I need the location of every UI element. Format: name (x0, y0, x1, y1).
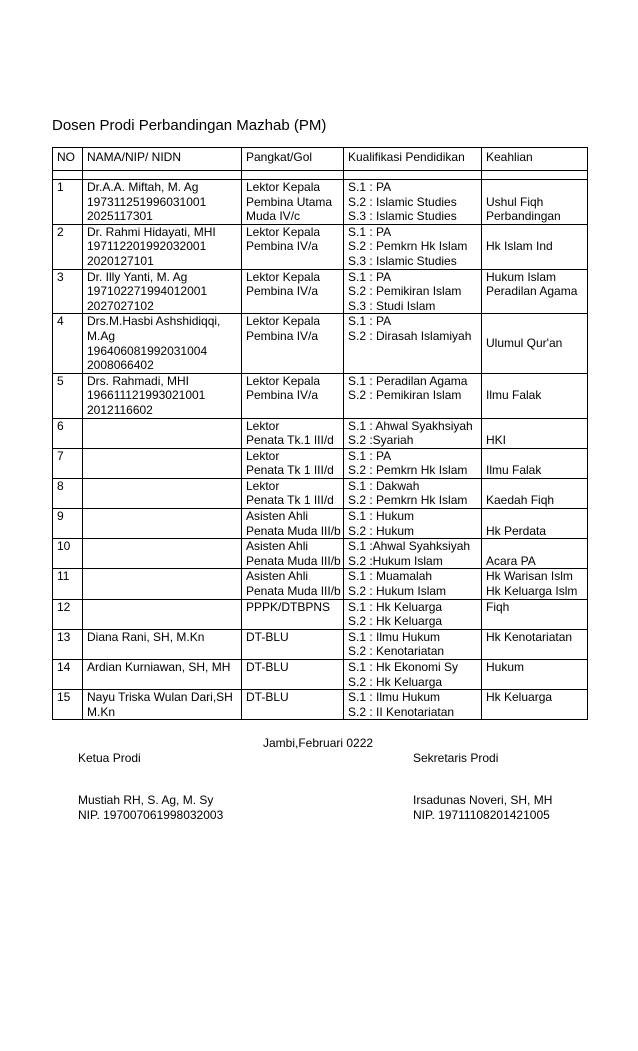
cell-kualifikasi-line: S.2 : Islamic Studies (348, 194, 457, 209)
table-row (53, 509, 588, 539)
cell-pangkat (242, 660, 344, 690)
cell-keahlian (482, 569, 588, 599)
cell-keahlian (482, 599, 588, 629)
cell-keahlian-line: Kaedah Fiqh (486, 493, 555, 508)
cell-kualifikasi-line: S.2 : Hukum Islam (348, 584, 447, 599)
cell-kualifikasi-line: S.1 : Ilmu Hukum (348, 629, 441, 644)
table-row (53, 224, 588, 269)
cell-pangkat-line: Pembina IV/a (246, 284, 319, 299)
cell-nama-line: Drs. Rahmadi, MHI (87, 373, 190, 388)
cell-pangkat-line: PPPK/DTBPNS (246, 599, 331, 614)
cell-kualifikasi-line: S.1 : PA (348, 448, 392, 463)
cell-pangkat-line: Penata Tk.1 III/d (246, 433, 334, 448)
cell-kualifikasi-line: S.1 : Dakwah (348, 478, 420, 493)
cell-kualifikasi-line: S.2 : Pemkrn Hk Islam (348, 493, 468, 508)
cell-nama (83, 569, 242, 599)
table-row (53, 539, 588, 569)
cell-kualifikasi-line: S.2 : Pemikiran Islam (348, 284, 462, 299)
cell-nama-line: 196406081992031004 (87, 343, 208, 358)
cell-kualifikasi-line: S.2 : Pemkrn Hk Islam (348, 463, 468, 478)
cell-keahlian-line: Hk Keluarga (486, 690, 553, 705)
cell-nama (83, 478, 242, 508)
cell-pangkat-line: Pembina IV/a (246, 239, 319, 254)
cell-pangkat (242, 314, 344, 373)
cell-no: 2 (53, 224, 83, 269)
document-title: Dosen Prodi Perbandingan Mazhab (PM) (52, 117, 327, 134)
cell-nama-line: M.Ag (87, 328, 116, 343)
cell-kualifikasi-line: S.2 : Hk Keluarga (348, 614, 443, 629)
cell-pangkat-line: Penata Muda III/b (246, 523, 341, 538)
cell-no: 13 (53, 629, 83, 659)
cell-nama (83, 599, 242, 629)
cell-nama-line: Ardian Kurniawan, SH, MH (87, 660, 231, 674)
cell-kualifikasi (344, 269, 482, 314)
cell-nama-line: 2027027102 (87, 298, 154, 313)
cell-kualifikasi-line: S.1 : Hukum (348, 509, 415, 524)
cell-kualifikasi-line: S.1 : Peradilan Agama (348, 373, 468, 388)
table-row (53, 660, 588, 690)
cell-pangkat-line: Penata Tk 1 III/d (246, 493, 334, 508)
table-row (53, 599, 588, 629)
cell-kualifikasi (344, 599, 482, 629)
cell-keahlian (482, 690, 588, 720)
cell-keahlian-line: Ulumul Qur'an (486, 336, 563, 351)
cell-kualifikasi (344, 629, 482, 659)
cell-kualifikasi (344, 478, 482, 508)
cell-nama-line: 2012116602 (87, 402, 153, 417)
table-header-row (53, 148, 588, 171)
cell-pangkat-line: Lektor (246, 478, 280, 493)
cell-keahlian-line: Hukum (486, 660, 525, 674)
table-row (53, 569, 588, 599)
cell-no: 14 (53, 660, 83, 690)
cell-kualifikasi-line: S.1 : PA (348, 269, 392, 284)
cell-keahlian-line: Hk Perdata (486, 523, 547, 538)
cell-kualifikasi-line: S.2 : II Kenotariatan (348, 704, 455, 719)
cell-kualifikasi-line: S.3 : Islamic Studies (348, 209, 457, 224)
table-row (53, 269, 588, 314)
cell-keahlian (482, 269, 588, 314)
cell-pangkat (242, 269, 344, 314)
cell-nama (83, 224, 242, 269)
cell-nama-line: Diana Rani, SH, M.Kn (87, 629, 205, 644)
cell-pangkat-line: Pembina Utama (246, 194, 333, 209)
cell-keahlian-line: Fiqh (486, 599, 510, 614)
table-row (53, 448, 588, 478)
cell-pangkat (242, 690, 344, 720)
cell-kualifikasi-line: S.2 : Hukum (348, 523, 415, 538)
cell-keahlian (482, 224, 588, 269)
cell-keahlian-line: Acara PA (486, 553, 536, 568)
cell-nama (83, 509, 242, 539)
cell-pangkat (242, 539, 344, 569)
cell-pangkat-line: Pembina IV/a (246, 328, 319, 343)
cell-nama-line: 196611121993021001 (87, 388, 206, 403)
table-row (53, 180, 588, 225)
cell-kualifikasi-line: S.2 : Pemikiran Islam (348, 388, 462, 403)
cell-nama (83, 629, 242, 659)
cell-pangkat-line: Asisten Ahli (246, 509, 309, 524)
cell-kualifikasi-line: S.2 :Hukum Islam (348, 553, 443, 568)
right-role: Sekretaris Prodi (413, 751, 499, 765)
cell-keahlian-line: Ushul Fiqh (486, 194, 544, 209)
cell-pangkat-line: Lektor Kepala (246, 180, 321, 194)
cell-nama (83, 418, 242, 448)
cell-keahlian (482, 660, 588, 690)
table-row (53, 629, 588, 659)
left-role: Ketua Prodi (78, 751, 141, 765)
cell-kualifikasi (344, 448, 482, 478)
cell-nama-line: 2008066402 (87, 358, 154, 373)
cell-keahlian-line: Hukum Islam (486, 269, 557, 284)
left-signatory-nip: NIP. 197007061998032003 (78, 808, 224, 822)
cell-pangkat-line: Asisten Ahli (246, 569, 309, 584)
header-pangkat: Pangkat/Gol (242, 148, 344, 171)
cell-keahlian (482, 539, 588, 569)
cell-pangkat-line: Pembina IV/a (246, 388, 319, 403)
cell-nama-line: 197311251996031001 (87, 194, 207, 209)
cell-kualifikasi-line: S.1 : Hk Keluarga (348, 599, 443, 614)
header-no: NO (53, 148, 83, 171)
cell-pangkat-line: Lektor (246, 448, 280, 463)
cell-pangkat-line: Lektor Kepala (246, 314, 321, 329)
table-row (53, 418, 588, 448)
cell-no: 15 (53, 690, 83, 720)
cell-pangkat-line: Lektor Kepala (246, 224, 321, 239)
cell-nama-line: 2020127101 (87, 253, 154, 268)
cell-pangkat (242, 509, 344, 539)
cell-kualifikasi-line: S.2 : Hk Keluarga (348, 674, 443, 689)
table-row (53, 478, 588, 508)
cell-keahlian (482, 448, 588, 478)
header-kualifikasi: Kualifikasi Pendidikan (344, 148, 482, 171)
cell-no: 1 (53, 180, 83, 225)
cell-nama (83, 539, 242, 569)
cell-nama-line: M.Kn (87, 704, 116, 719)
cell-kualifikasi (344, 314, 482, 373)
cell-no: 4 (53, 314, 83, 373)
cell-pangkat-line: Penata Muda III/b (246, 553, 341, 568)
cell-nama (83, 690, 242, 720)
cell-kualifikasi (344, 373, 482, 418)
cell-pangkat (242, 224, 344, 269)
cell-kualifikasi (344, 690, 482, 720)
left-signatory-name: Mustiah RH, S. Ag, M. Sy (78, 793, 214, 807)
cell-no: 8 (53, 478, 83, 508)
cell-keahlian (482, 478, 588, 508)
cell-nama-line: Drs.M.Hasbi Ashshidiqqi, (87, 314, 221, 329)
cell-pangkat-line: Muda IV/c (246, 209, 301, 224)
cell-nama (83, 314, 242, 373)
cell-kualifikasi-line: S.1 : Hk Ekonomi Sy (348, 660, 459, 674)
cell-pangkat-line: Penata Tk 1 III/d (246, 463, 334, 478)
cell-kualifikasi (344, 539, 482, 569)
cell-pangkat-line: Asisten Ahli (246, 539, 309, 554)
cell-kualifikasi-line: S.3 : Studi Islam (348, 298, 436, 313)
cell-no: 10 (53, 539, 83, 569)
cell-kualifikasi-line: S.2 : Pemkrn Hk Islam (348, 239, 468, 254)
cell-nama (83, 448, 242, 478)
cell-keahlian (482, 629, 588, 659)
cell-kualifikasi-line: S.2 :Syariah (348, 433, 414, 448)
cell-keahlian (482, 180, 588, 225)
cell-kualifikasi-line: S.1 : Ilmu Hukum (348, 690, 441, 705)
cell-nama-line: Nayu Triska Wulan Dari,SH (87, 690, 233, 705)
cell-keahlian-line: Hk Islam Ind (486, 239, 553, 254)
cell-pangkat-line: DT-BLU (246, 690, 289, 705)
cell-pangkat-line: DT-BLU (246, 660, 289, 674)
cell-keahlian-line: Hk Keluarga Islm (486, 584, 578, 599)
cell-pangkat-line: Lektor (246, 418, 280, 433)
cell-nama-line: 197112201992032001 (87, 239, 207, 254)
cell-nama (83, 180, 242, 225)
cell-keahlian (482, 314, 588, 373)
cell-nama (83, 373, 242, 418)
cell-nama-line: Dr. Illy Yanti, M. Ag (87, 269, 188, 284)
cell-keahlian-line: Ilmu Falak (486, 463, 542, 478)
cell-no: 7 (53, 448, 83, 478)
cell-nama-line: 197102271994012001 (87, 284, 208, 299)
cell-pangkat (242, 180, 344, 225)
cell-keahlian-line: Hk Kenotariatan (486, 629, 573, 644)
cell-pangkat-line: DT-BLU (246, 629, 289, 644)
cell-no: 3 (53, 269, 83, 314)
lecturer-table (52, 147, 588, 720)
place-date: Jambi,Februari 0222 (263, 736, 374, 750)
cell-kualifikasi-line: S.3 : Islamic Studies (348, 253, 457, 268)
cell-no: 12 (53, 599, 83, 629)
cell-pangkat (242, 569, 344, 599)
right-signatory-nip: NIP. 19711108201421005 (413, 808, 550, 822)
cell-pangkat (242, 373, 344, 418)
cell-no: 5 (53, 373, 83, 418)
cell-nama (83, 269, 242, 314)
cell-kualifikasi-line: S.2 : Kenotariatan (348, 644, 445, 659)
cell-pangkat-line: Penata Muda III/b (246, 584, 341, 599)
table-row (53, 314, 588, 373)
cell-keahlian-line: Peradilan Agama (486, 284, 578, 299)
cell-pangkat (242, 448, 344, 478)
cell-pangkat (242, 629, 344, 659)
header-keahlian: Keahlian (482, 148, 588, 171)
cell-pangkat (242, 599, 344, 629)
cell-nama-line: Dr. Rahmi Hidayati, MHI (87, 224, 216, 239)
cell-kualifikasi (344, 224, 482, 269)
cell-kualifikasi (344, 180, 482, 225)
cell-kualifikasi (344, 660, 482, 690)
cell-kualifikasi (344, 509, 482, 539)
cell-kualifikasi-line: S.1 : Muamalah (348, 569, 433, 584)
cell-pangkat (242, 478, 344, 508)
cell-keahlian-line: HKI (486, 433, 507, 448)
cell-keahlian-line: Ilmu Falak (486, 388, 542, 403)
cell-keahlian-line: Perbandingan (486, 209, 561, 224)
cell-nama-line: Dr.A.A. Miftah, M. Ag (87, 180, 199, 194)
table-row (53, 373, 588, 418)
right-signatory-name: Irsadunas Noveri, SH, MH (413, 793, 553, 807)
cell-kualifikasi-line: S.1 : PA (348, 224, 392, 239)
cell-kualifikasi-line: S.1 : PA (348, 180, 392, 194)
cell-no: 11 (53, 569, 83, 599)
cell-keahlian (482, 418, 588, 448)
header-spacer (53, 171, 588, 180)
header-nama: NAMA/NIP/ NIDN (83, 148, 242, 171)
table-row (53, 690, 588, 720)
cell-kualifikasi-line: S.1 :Ahwal Syahksiyah (348, 539, 471, 554)
cell-keahlian-line: Hk Warisan Islm (486, 569, 573, 584)
cell-pangkat-line: Lektor Kepala (246, 269, 321, 284)
cell-nama-line: 2025117301 (87, 209, 153, 224)
cell-keahlian (482, 373, 588, 418)
cell-pangkat (242, 418, 344, 448)
cell-no: 6 (53, 418, 83, 448)
cell-nama (83, 660, 242, 690)
cell-no: 9 (53, 509, 83, 539)
cell-kualifikasi (344, 418, 482, 448)
cell-pangkat-line: Lektor Kepala (246, 373, 321, 388)
cell-kualifikasi (344, 569, 482, 599)
cell-keahlian (482, 509, 588, 539)
cell-kualifikasi-line: S.1 : Ahwal Syakhsiyah (348, 418, 473, 433)
cell-kualifikasi-line: S.2 : Dirasah Islamiyah (348, 328, 472, 343)
cell-kualifikasi-line: S.1 : PA (348, 314, 392, 329)
